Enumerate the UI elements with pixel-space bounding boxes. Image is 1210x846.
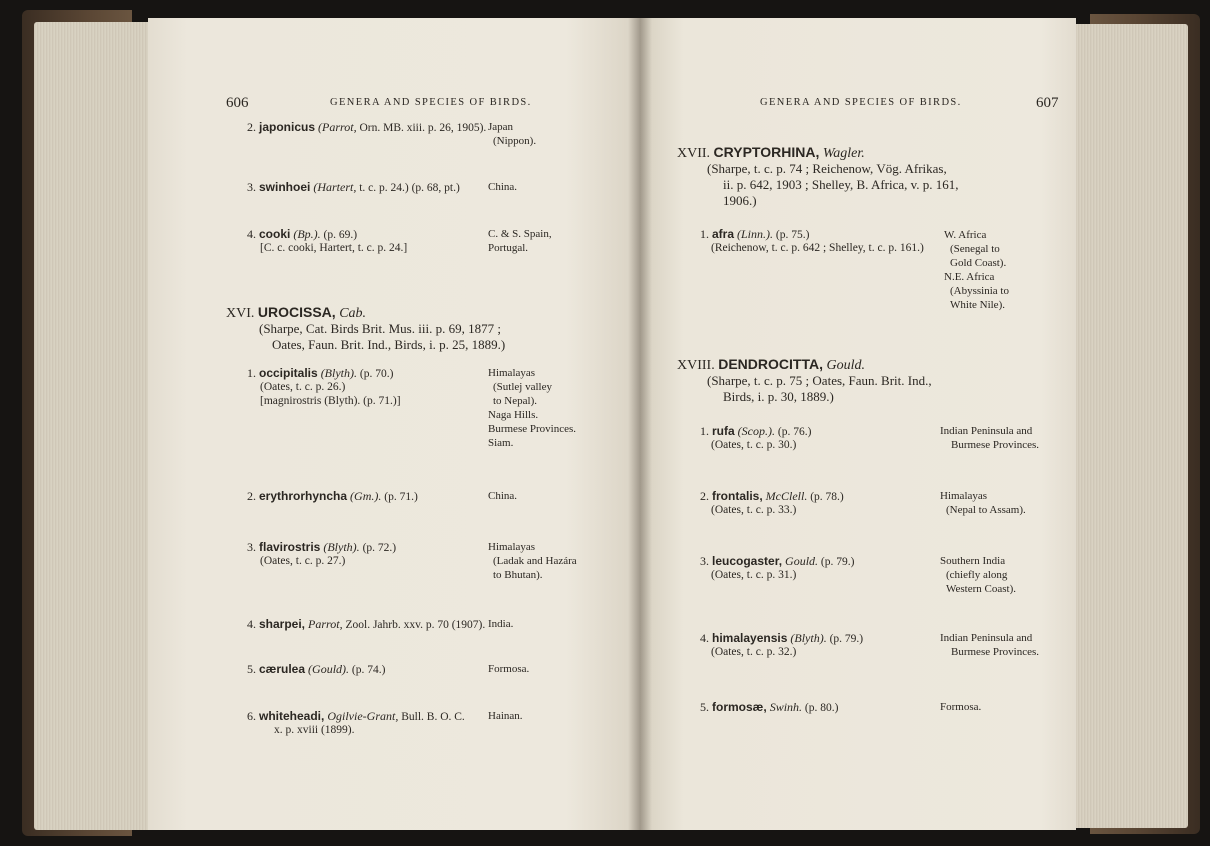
species-entry: 5. formosæ, Swinh. (p. 80.) bbox=[700, 700, 839, 714]
locality: to Nepal). bbox=[493, 395, 537, 407]
species-entry: 3. flavirostris (Blyth). (p. 72.) bbox=[247, 540, 397, 554]
locality: China. bbox=[488, 490, 518, 502]
locality: C. & S. Spain, bbox=[488, 228, 552, 240]
species-entry: 1. rufa (Scop.). (p. 76.) bbox=[700, 424, 812, 438]
locality: Formosa. bbox=[940, 701, 982, 713]
species-entry: 2. erythrorhyncha (Gm.). (p. 71.) bbox=[247, 489, 418, 503]
locality: Himalayas bbox=[488, 367, 536, 379]
running-head-right: GENERA AND SPECIES OF BIRDS. bbox=[760, 97, 962, 108]
page-edges-left bbox=[34, 22, 154, 830]
genus-refs: Birds, i. p. 30, 1889.) bbox=[723, 389, 834, 404]
locality: India. bbox=[488, 618, 514, 630]
locality: Western Coast). bbox=[946, 583, 1016, 595]
species-entry: 4. cooki (Bp.). (p. 69.) bbox=[247, 227, 358, 241]
locality: Burmese Provinces. bbox=[488, 423, 576, 435]
locality: Hainan. bbox=[488, 710, 523, 722]
genus-refs: Oates, Faun. Brit. Ind., Birds, i. p. 25, 1889.) bbox=[272, 337, 506, 352]
locality: Siam. bbox=[488, 437, 514, 449]
synonym-ref: (Oates, t. c. p. 26.) bbox=[260, 381, 346, 393]
genus-refs: (Sharpe, t. c. p. 74 ; Reichenow, Vög. Afrikas, bbox=[707, 161, 947, 176]
species-entry: 6. whiteheadi, Ogilvie-Grant, Bull. B. O. C. bbox=[247, 709, 465, 723]
locality: Burmese Provinces. bbox=[951, 439, 1039, 451]
species-entry: 2. frontalis, McClell. (p. 78.) bbox=[700, 489, 844, 503]
species-entry: 2. japonicus (Parrot, Orn. MB. xiii. p. 26, 1905). bbox=[247, 120, 487, 134]
locality: N.E. Africa bbox=[944, 271, 995, 283]
locality: (Nepal to Assam). bbox=[946, 504, 1026, 516]
locality: Gold Coast). bbox=[950, 257, 1007, 269]
locality: White Nile). bbox=[950, 299, 1005, 311]
synonym-ref: (Oates, t. c. p. 32.) bbox=[711, 646, 797, 658]
genus-refs: 1906.) bbox=[723, 193, 757, 208]
species-entry: 3. swinhoei (Hartert, t. c. p. 24.) (p. 68, pt.) bbox=[247, 180, 460, 194]
locality: Himalayas bbox=[488, 541, 536, 553]
genus-refs: (Sharpe, Cat. Birds Brit. Mus. iii. p. 69, 1877 ; bbox=[259, 321, 501, 336]
locality: Southern India bbox=[940, 555, 1006, 567]
locality: Burmese Provinces. bbox=[951, 646, 1039, 658]
synonym-ref: [C. c. cooki, Hartert, t. c. p. 24.] bbox=[260, 242, 408, 254]
locality: W. Africa bbox=[944, 229, 987, 241]
locality: (Abyssinia to bbox=[950, 285, 1009, 297]
locality: (Senegal to bbox=[950, 243, 1000, 255]
locality: Indian Peninsula and bbox=[940, 632, 1033, 644]
species-entry: 3. leucogaster, Gould. (p. 79.) bbox=[700, 554, 855, 568]
page-number-left: 606 bbox=[226, 95, 249, 111]
synonym-ref: (Reichenow, t. c. p. 642 ; Shelley, t. c. p. 161.) bbox=[711, 242, 924, 254]
synonym-ref: [magnirostris (Blyth). (p. 71.)] bbox=[260, 395, 401, 407]
genus-refs: (Sharpe, t. c. p. 75 ; Oates, Faun. Brit. Ind., bbox=[707, 373, 932, 388]
species-entry: 1. afra (Linn.). (p. 75.) bbox=[700, 227, 810, 241]
synonym-ref: (Oates, t. c. p. 27.) bbox=[260, 555, 346, 567]
locality: Naga Hills. bbox=[488, 409, 539, 421]
locality: Formosa. bbox=[488, 663, 530, 675]
locality: (Nippon). bbox=[493, 135, 537, 147]
genus-heading: XVI. UROCISSA, Cab. bbox=[226, 304, 367, 321]
synonym-ref: x. p. xviii (1899). bbox=[274, 724, 355, 736]
synonym-ref: (Oates, t. c. p. 31.) bbox=[711, 569, 797, 581]
locality: China. bbox=[488, 181, 518, 193]
book-gutter bbox=[628, 18, 652, 830]
species-entry: 4. sharpei, Parrot, Zool. Jahrb. xxv. p. 70 (1907). bbox=[247, 617, 486, 631]
genus-refs: ii. p. 642, 1903 ; Shelley, B. Africa, v. p. 161, bbox=[723, 177, 959, 192]
locality: (Ladak and Hazára bbox=[493, 555, 577, 567]
genus-heading: XVII. CRYPTORHINA, Wagler. bbox=[677, 144, 865, 161]
species-entry: 1. occipitalis (Blyth). (p. 70.) bbox=[247, 366, 394, 380]
synonym-ref: (Oates, t. c. p. 30.) bbox=[711, 439, 797, 451]
locality: to Bhutan). bbox=[493, 569, 543, 581]
locality: Indian Peninsula and bbox=[940, 425, 1033, 437]
page-edges-right bbox=[1060, 24, 1188, 828]
running-head-left: GENERA AND SPECIES OF BIRDS. bbox=[330, 97, 532, 108]
species-entry: 4. himalayensis (Blyth). (p. 79.) bbox=[700, 631, 864, 645]
locality: (Sutlej valley bbox=[493, 381, 552, 393]
locality: (chiefly along bbox=[946, 569, 1008, 581]
locality: Japan bbox=[488, 121, 514, 133]
species-entry: 5. cærulea (Gould). (p. 74.) bbox=[247, 662, 386, 676]
page-number-right: 607 bbox=[1036, 95, 1059, 111]
locality: Portugal. bbox=[488, 242, 529, 254]
genus-heading: XVIII. DENDROCITTA, Gould. bbox=[677, 356, 865, 373]
locality: Himalayas bbox=[940, 490, 988, 502]
synonym-ref: (Oates, t. c. p. 33.) bbox=[711, 504, 797, 516]
